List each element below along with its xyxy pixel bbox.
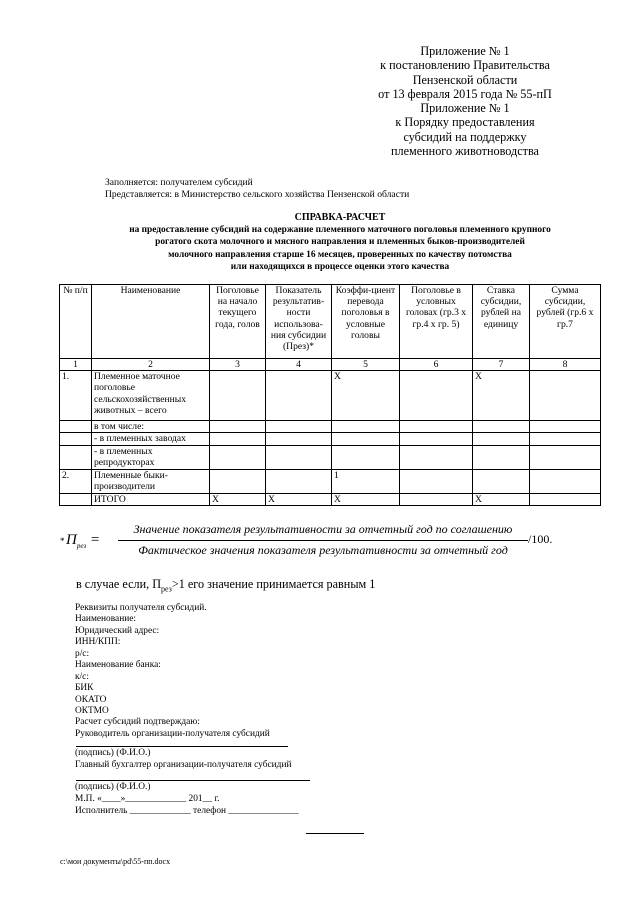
subtitle-line: или находящихся в процессе оценки этого качества [230, 262, 450, 273]
requisites-heading: Реквизиты получателя субсидий. [75, 603, 207, 613]
formula-lhs [66, 532, 100, 550]
table-cell [332, 433, 400, 445]
row-name: в том числе: [92, 421, 210, 433]
column-number: 3 [210, 359, 266, 371]
row-name: ИТОГО [92, 493, 210, 505]
table-cell [210, 469, 266, 493]
header-line: к Порядку предоставления [395, 115, 535, 130]
table-cell [400, 433, 473, 445]
requisite-line: ОКАТО [75, 695, 107, 705]
executor-line: Исполнитель _____________ телефон _______________ [75, 806, 299, 816]
table-cell [266, 445, 332, 469]
formula-suffix: /100. [528, 532, 553, 546]
requisite-line: ИНН/КПП: [75, 637, 121, 647]
table-header-row [60, 285, 601, 359]
requisite-line: ОКТМО [75, 706, 109, 716]
table-cell [400, 469, 473, 493]
document-subtitle [60, 224, 620, 274]
footnote-star: * [60, 536, 65, 546]
column-header: Ставка субсидии, рублей на единицу [473, 285, 530, 359]
document-title: СПРАВКА-РАСЧЕТ [294, 212, 386, 223]
note-suffix: >1 его значение принимается равным 1 [171, 577, 376, 591]
column-number: 6 [400, 359, 473, 371]
confirmation-line: Расчет субсидий подтверждаю: [75, 717, 200, 727]
row-number [60, 433, 92, 445]
formula-lhs-subscript: рез [76, 542, 87, 550]
note-prefix: в случае если, П [76, 577, 162, 591]
table-row [60, 433, 601, 445]
table-row [60, 371, 601, 421]
row-name: - в племенных репродукторах [92, 445, 210, 469]
row-name: Племенные быки-производители [92, 469, 210, 493]
table-cell [530, 493, 601, 505]
table-cell [210, 445, 266, 469]
director-signature-caption: (подпись) (Ф.И.О.) [75, 748, 151, 758]
table-cell [210, 421, 266, 433]
column-number: 7 [473, 359, 530, 371]
appendix-header [330, 44, 600, 158]
column-header: Наименование [92, 285, 210, 359]
table-cell [473, 445, 530, 469]
table-cell: Х [473, 493, 530, 505]
header-line: от 13 февраля 2015 года № 55-пП [378, 86, 552, 101]
table-cell: Х [266, 493, 332, 505]
fraction-bar [118, 540, 528, 541]
table-cell [266, 433, 332, 445]
table-row [60, 469, 601, 493]
accountant-signature-line [76, 780, 310, 781]
header-line: к постановлению Правительства [380, 58, 550, 73]
table-cell [210, 433, 266, 445]
calculation-table [59, 284, 601, 506]
formula [60, 520, 620, 562]
table-cell [266, 469, 332, 493]
requisite-line: к/с: [75, 672, 89, 682]
column-header: Поголовье на начало текущего года, голов [210, 285, 266, 359]
table-cell [400, 421, 473, 433]
table-cell [530, 371, 601, 421]
director-line: Руководитель организации-получателя субсидий [75, 729, 270, 739]
accountant-line: Главный бухгалтер организации-получателя субсидий [75, 760, 292, 770]
requisite-line: р/с: [75, 649, 90, 659]
table-cell [332, 445, 400, 469]
table-row [60, 421, 601, 433]
requisite-line: БИК [75, 683, 94, 693]
column-header: Показатель результатив-ности использова-ния субсидии (През)* [266, 285, 332, 359]
note-subscript: рез [161, 584, 172, 594]
table-cell [400, 371, 473, 421]
filled-by-text: Заполняется: получателем субсидий [105, 177, 253, 188]
table-total-row [60, 493, 601, 505]
subtitle-line: молочного направления старше 16 месяцев, проверенных по качеству потомства [168, 249, 512, 260]
table-cell [530, 433, 601, 445]
end-separator [306, 833, 364, 834]
table-cell: Х [473, 371, 530, 421]
row-name: Племенное маточное поголовье сельскохозяйственных животных – всего [92, 371, 210, 421]
column-number: 8 [530, 359, 601, 371]
stamp-date-line: М.П. «____»_____________ 201__ г. [75, 794, 220, 804]
row-number [60, 421, 92, 433]
subtitle-line: рогатого скота молочного и мясного направления и племенных быков-производителей [155, 237, 525, 248]
table-cell: Х [332, 493, 400, 505]
column-number: 1 [60, 359, 92, 371]
header-line: Пензенской области [412, 72, 518, 87]
row-name: - в племенных заводах [92, 433, 210, 445]
requisite-line: Наименование: [75, 614, 137, 624]
column-number: 4 [266, 359, 332, 371]
table-cell: Х [210, 493, 266, 505]
director-signature-line [76, 746, 288, 747]
table-cell [530, 445, 601, 469]
submitted-to-text: Представляется: в Министерство сельского хозяйства Пензенской области [105, 189, 410, 200]
formula-lhs-symbol: П [66, 532, 77, 548]
formula-note [76, 577, 375, 593]
header-line: Приложение № 1 [420, 44, 510, 58]
table-cell [530, 421, 601, 433]
header-line: субсидий на поддержку [403, 129, 527, 144]
column-number: 5 [332, 359, 400, 371]
formula-equals: = [89, 532, 100, 548]
table-cell [473, 469, 530, 493]
header-line: Приложение № 1 [420, 101, 510, 116]
column-header: Сумма субсидии, рублей (гр.6 х гр.7 [530, 285, 601, 359]
requisite-line: Наименование банка: [75, 660, 161, 670]
row-number [60, 445, 92, 469]
table-cell [530, 469, 601, 493]
column-header: Коэффи-циент перевода поголовья в условные головы [332, 285, 400, 359]
accountant-signature-caption: (подпись) (Ф.И.О.) [75, 782, 151, 792]
table-cell [473, 421, 530, 433]
table-cell [266, 371, 332, 421]
subtitle-line: на предоставление субсидий на содержание племенного маточного поголовья племенного крупного [129, 225, 551, 235]
row-number [60, 493, 92, 505]
table-cell: Х [332, 371, 400, 421]
table-cell [210, 371, 266, 421]
column-number-row [60, 359, 601, 371]
column-header: № п/п [60, 285, 92, 359]
row-number: 1. [60, 371, 92, 421]
column-number: 2 [92, 359, 210, 371]
table-cell [400, 493, 473, 505]
formula-numerator: Значение показателя результативности за отчетный год по соглашению [133, 522, 513, 536]
table-cell [332, 421, 400, 433]
table-cell [473, 433, 530, 445]
column-header: Поголовье в условных головах (гр.3 х гр.4 х гр. 5) [400, 285, 473, 359]
requisite-line: Юридический адрес: [75, 626, 160, 636]
file-path-footer: c:\мои документы\pd\55-пп.docx [60, 857, 171, 866]
formula-denominator: Фактическое значения показателя результативности за отчетный год [138, 543, 508, 557]
row-number: 2. [60, 469, 92, 493]
header-line: племенного животноводства [391, 144, 539, 159]
table-cell: 1 [332, 469, 400, 493]
table-cell [400, 445, 473, 469]
table-cell [266, 421, 332, 433]
table-row [60, 445, 601, 469]
